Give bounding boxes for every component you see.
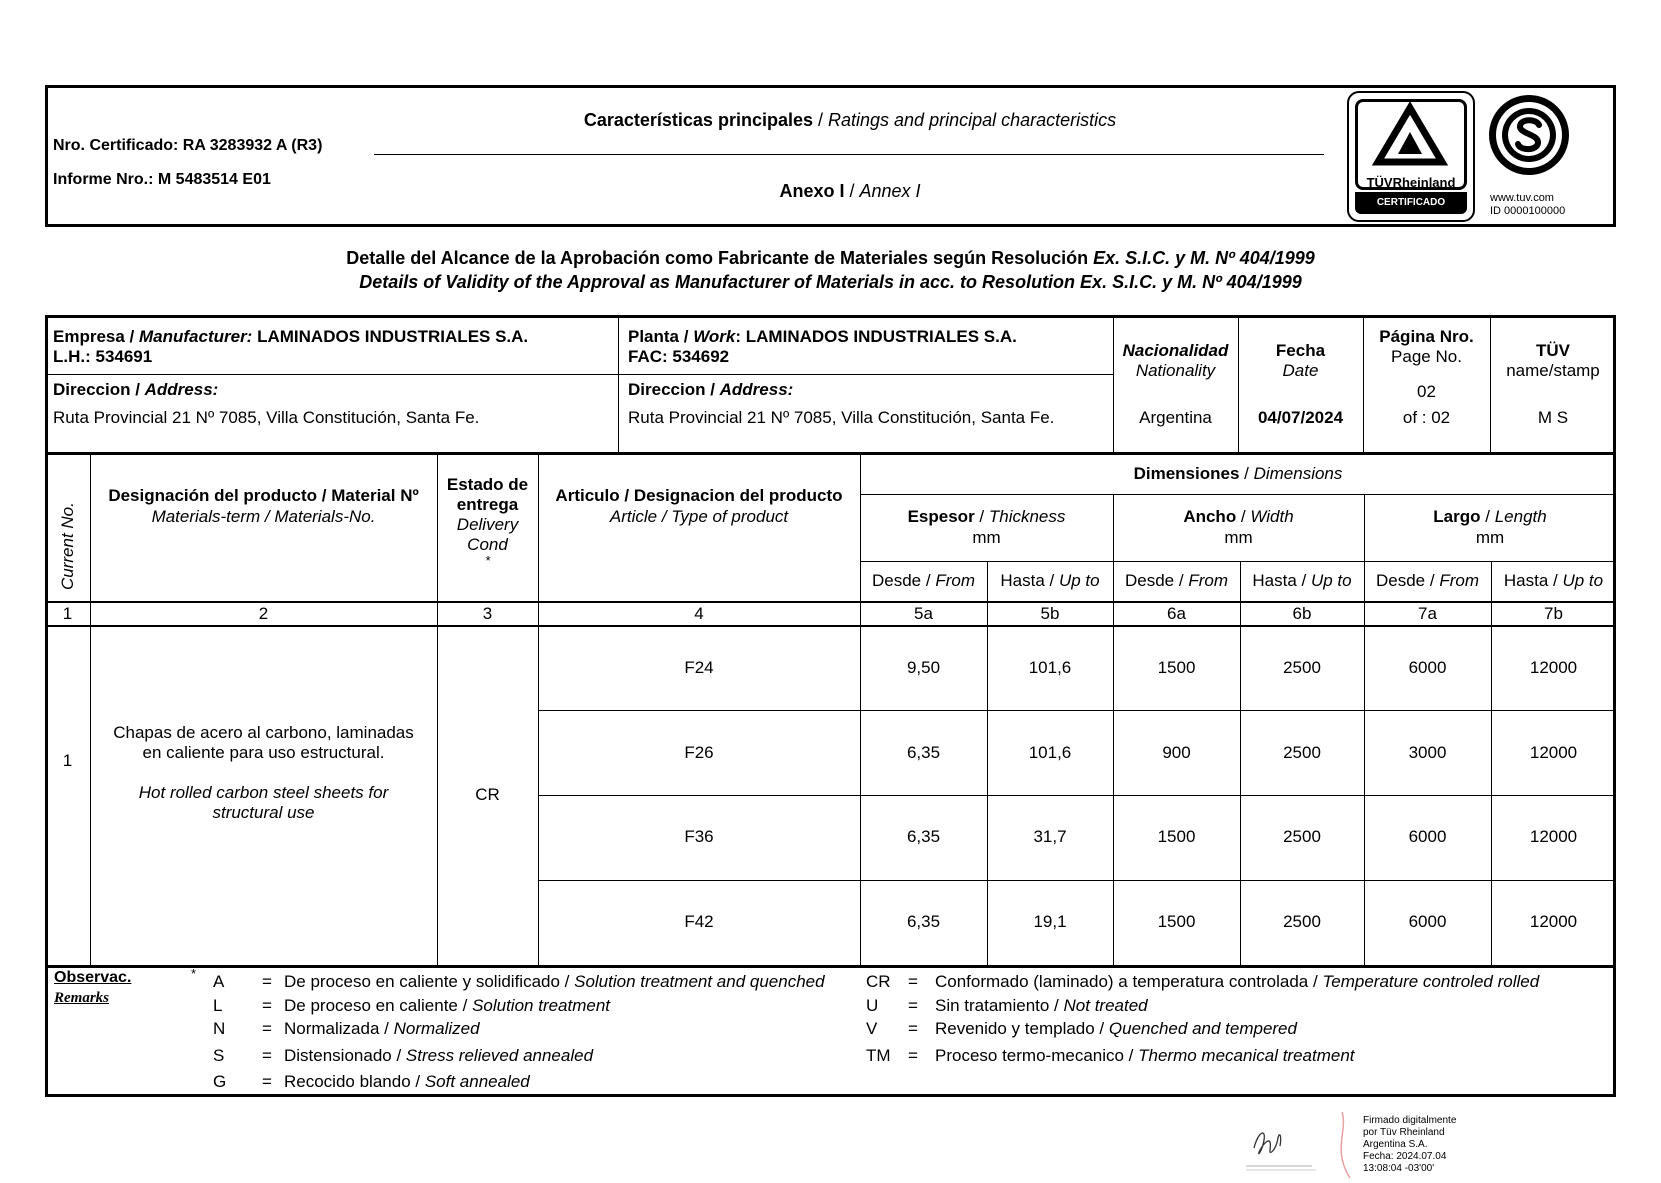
largo-es: Largo bbox=[1433, 507, 1481, 526]
signature-line: por Tüv Rheinland bbox=[1363, 1127, 1445, 1138]
remark-code: L bbox=[213, 996, 223, 1015]
ancho-header: Ancho / Width bbox=[1183, 507, 1294, 526]
remark-en: Soft annealed bbox=[424, 1072, 530, 1091]
remark-es: Normalizada / bbox=[284, 1019, 394, 1038]
upto: Up to bbox=[1310, 571, 1352, 590]
col-number: 7a bbox=[1418, 604, 1437, 623]
col-number: 5a bbox=[914, 604, 933, 623]
estado-line-2: entrega bbox=[456, 495, 519, 514]
direccion-label: Direccion / bbox=[53, 380, 145, 399]
upto: Up to bbox=[1562, 571, 1604, 590]
nationality-label: Nationality bbox=[1135, 361, 1216, 380]
remark-es: De proceso en caliente y solidificado / bbox=[284, 972, 575, 991]
annex-en: Annex I bbox=[859, 181, 921, 201]
signature-line: Firmado digitalmente bbox=[1363, 1115, 1457, 1126]
tuv-id: ID 0000100000 bbox=[1490, 205, 1566, 217]
estado-line-4: Cond bbox=[467, 535, 508, 554]
width-from-cell: 1500 bbox=[1157, 912, 1196, 931]
title-en: Ratings and principal characteristics bbox=[828, 110, 1117, 130]
rule bbox=[45, 965, 1616, 968]
hasta: Hasta bbox=[1000, 571, 1045, 590]
certificate-number: Nro. Certificado: RA 3283932 A (R3) bbox=[53, 137, 323, 154]
remark-es: Distensionado / bbox=[284, 1046, 406, 1065]
address-label-1 bbox=[53, 380, 218, 400]
rule bbox=[45, 625, 1616, 627]
remark-text bbox=[935, 1046, 1355, 1066]
address-label-2 bbox=[628, 380, 793, 400]
digital-signature-text bbox=[1363, 1115, 1483, 1175]
width-to-cell: 2500 bbox=[1283, 827, 1321, 846]
rule bbox=[860, 494, 1616, 495]
rule bbox=[618, 315, 619, 452]
hasta: Hasta bbox=[1252, 571, 1297, 590]
remark-en: Not treated bbox=[1063, 996, 1148, 1015]
manufacturer-label: Manufacturer: bbox=[139, 327, 253, 346]
width-to-cell: 2500 bbox=[1283, 912, 1321, 931]
date-label: Date bbox=[1282, 361, 1319, 380]
empresa-field bbox=[53, 327, 528, 347]
page-no-label: Page No. bbox=[1391, 347, 1462, 366]
col-number: 7b bbox=[1544, 604, 1563, 623]
width-from-header: Desde / From bbox=[1125, 571, 1228, 590]
width-to-cell: 2500 bbox=[1283, 658, 1321, 677]
stamp-value: M S bbox=[1537, 408, 1569, 427]
report-number: Informe Nro.: M 5483514 E01 bbox=[53, 171, 271, 188]
length-to-cell: 12000 bbox=[1529, 827, 1578, 846]
desde: Desde bbox=[1376, 571, 1426, 590]
remark-eq: = bbox=[908, 996, 918, 1015]
col-number: 4 bbox=[694, 604, 704, 623]
fecha-label: Fecha bbox=[1275, 341, 1326, 360]
remarks-title: Observac. bbox=[54, 969, 132, 986]
length-from-header: Desde / From bbox=[1376, 571, 1479, 590]
length-from-cell: 6000 bbox=[1408, 827, 1447, 846]
planta-label: Planta / bbox=[628, 327, 694, 346]
signature-line: Fecha: 2024.07.04 bbox=[1363, 1151, 1447, 1162]
work-label: Work bbox=[693, 327, 736, 346]
col-number: 2 bbox=[258, 604, 269, 623]
length-from-cell: 6000 bbox=[1408, 912, 1447, 931]
length-from-cell: 3000 bbox=[1408, 743, 1447, 762]
hasta: Hasta bbox=[1503, 571, 1549, 590]
remark-code: CR bbox=[866, 972, 891, 991]
header-title bbox=[540, 110, 1160, 131]
dimensiones-en: Dimensions bbox=[1253, 464, 1343, 483]
length-to-cell: 12000 bbox=[1529, 743, 1578, 762]
col-number: 3 bbox=[482, 604, 493, 623]
thickness-from-cell: 9,50 bbox=[906, 658, 941, 677]
title-es: Características principales bbox=[583, 110, 813, 130]
planta-value: : LAMINADOS INDUSTRIALES S.A. bbox=[735, 327, 1017, 346]
espesor-unit: mm bbox=[972, 528, 1001, 547]
subtitle-es-text: Detalle del Alcance de la Aprobación como Fabricante de Materiales según Resolución bbox=[346, 248, 1089, 268]
desc-spacer bbox=[90, 763, 437, 783]
item-number: 1 bbox=[62, 751, 73, 770]
remark-eq: = bbox=[262, 972, 272, 991]
annex-sep: / bbox=[844, 181, 860, 201]
address-label: Address: bbox=[144, 380, 219, 399]
rule bbox=[1113, 315, 1114, 452]
remark-text bbox=[284, 1046, 593, 1066]
tuv-label: TÜV bbox=[1536, 341, 1570, 360]
from: From bbox=[935, 571, 975, 590]
annex-title bbox=[700, 181, 1000, 202]
desc-en-2: structural use bbox=[212, 803, 315, 822]
nationality-value: Argentina bbox=[1139, 408, 1212, 427]
from: From bbox=[1188, 571, 1228, 590]
remark-es: De proceso en caliente / bbox=[284, 996, 473, 1015]
col-number: 6b bbox=[1292, 604, 1312, 623]
remark-code: G bbox=[213, 1072, 227, 1091]
tuv-logo-frame bbox=[1355, 99, 1467, 190]
direccion-label: Direccion / bbox=[628, 380, 720, 399]
width-from-cell: 900 bbox=[1162, 743, 1191, 762]
tuv-rheinland-logo bbox=[1347, 91, 1475, 222]
signature-line: 13:08:04 -03'00' bbox=[1363, 1163, 1435, 1174]
thickness-to-header: Hasta / Up to bbox=[1000, 571, 1100, 590]
annex-es: Anexo I bbox=[779, 181, 845, 201]
width-from-cell: 1500 bbox=[1157, 658, 1196, 677]
length-to-header: Hasta / Up to bbox=[1503, 571, 1604, 590]
rule bbox=[538, 795, 1616, 796]
remark-es: Recocido blando / bbox=[284, 1072, 425, 1091]
rule bbox=[90, 452, 91, 966]
empresa-label: Empresa / bbox=[53, 327, 139, 346]
ancho-en: Width bbox=[1250, 507, 1294, 526]
subtitle-es bbox=[0, 248, 1661, 269]
length-to-cell: 12000 bbox=[1529, 658, 1578, 677]
rule bbox=[45, 374, 1114, 375]
remark-code: A bbox=[213, 972, 225, 991]
address-value-1: Ruta Provincial 21 Nº 7085, Villa Constitución, Santa Fe. bbox=[53, 408, 480, 427]
date-value: 04/07/2024 bbox=[1257, 408, 1344, 427]
ancho-es: Ancho bbox=[1183, 507, 1237, 526]
width-to-cell: 2500 bbox=[1283, 743, 1321, 762]
empresa-value: LAMINADOS INDUSTRIALES S.A. bbox=[257, 327, 529, 346]
title-rule bbox=[374, 154, 1324, 155]
espesor-es: Espesor bbox=[907, 507, 975, 526]
article-cell: F42 bbox=[684, 912, 714, 931]
rule bbox=[1490, 315, 1491, 452]
remark-eq: = bbox=[262, 1072, 272, 1091]
nacionalidad-label: Nacionalidad bbox=[1122, 341, 1229, 360]
col-number: 1 bbox=[62, 604, 73, 623]
desc-es-1: Chapas de acero al carbono, laminadas bbox=[113, 723, 414, 742]
remark-en: Temperature controled rolled bbox=[1322, 972, 1540, 991]
remark-eq: = bbox=[908, 1046, 918, 1065]
remark-en: Normalized bbox=[393, 1019, 480, 1038]
width-from-cell: 1500 bbox=[1157, 827, 1196, 846]
delivery-condition: CR bbox=[475, 785, 500, 804]
thickness-from-cell: 6,35 bbox=[906, 827, 941, 846]
rule bbox=[538, 452, 539, 966]
remark-es: Proceso termo-mecanico / bbox=[935, 1046, 1139, 1065]
planta-field bbox=[628, 327, 1017, 347]
dimensiones-header: Dimensiones / Dimensions bbox=[1133, 464, 1343, 483]
articulo-header-en: Article / Type of product bbox=[609, 507, 789, 526]
remark-code: V bbox=[866, 1019, 878, 1038]
remark-en: Quenched and tempered bbox=[1108, 1019, 1297, 1038]
rule bbox=[45, 601, 1616, 603]
title-sep: / bbox=[812, 110, 828, 130]
address-label: Address: bbox=[719, 380, 794, 399]
length-to-cell: 12000 bbox=[1529, 912, 1578, 931]
remarks-asterisk: * bbox=[191, 966, 197, 981]
upto: Up to bbox=[1058, 571, 1100, 590]
tuv-triangle-icon bbox=[1358, 102, 1462, 172]
remark-es: Revenido y templado / bbox=[935, 1019, 1109, 1038]
fac-number: FAC: 534692 bbox=[628, 347, 730, 366]
remark-code: S bbox=[213, 1046, 225, 1065]
remark-text bbox=[284, 1072, 530, 1092]
rule bbox=[860, 561, 1616, 562]
signature-line: Argentina S.A. bbox=[1363, 1139, 1428, 1150]
desde: Desde bbox=[872, 571, 922, 590]
article-cell: F36 bbox=[684, 827, 714, 846]
ancho-unit: mm bbox=[1224, 528, 1253, 547]
tuv-logo-band: CERTIFICADO bbox=[1355, 192, 1467, 214]
thickness-to-cell: 31,7 bbox=[1033, 827, 1067, 846]
name-stamp-label: name/stamp bbox=[1506, 361, 1600, 380]
subtitle-es-resolution: Ex. S.I.C. y M. Nº 404/1999 bbox=[1093, 248, 1315, 268]
rule bbox=[1238, 315, 1239, 452]
desc-en-1: Hot rolled carbon steel sheets for bbox=[138, 783, 389, 802]
remarks-title-en: Remarks bbox=[54, 990, 110, 1006]
remark-text bbox=[284, 1019, 480, 1039]
largo-header: Largo / Length bbox=[1433, 507, 1547, 526]
col-number: 5b bbox=[1040, 604, 1060, 623]
remark-code: TM bbox=[866, 1046, 891, 1065]
pagina-label: Página Nro. bbox=[1379, 327, 1474, 346]
largo-unit: mm bbox=[1475, 528, 1505, 547]
from: From bbox=[1439, 571, 1479, 590]
col-number: 6a bbox=[1167, 604, 1186, 623]
lh-number: L.H.: 534691 bbox=[53, 347, 153, 366]
rule bbox=[45, 452, 1616, 455]
espesor-header: Espesor / Thickness bbox=[907, 507, 1066, 526]
page-value: 02 bbox=[1417, 382, 1436, 401]
article-cell: F24 bbox=[684, 658, 714, 677]
subtitle-en: Details of Validity of the Approval as Manufacturer of Materials in acc. to Resolution Ex. S.I.C. y M. Nº 404/1999 bbox=[359, 272, 1302, 292]
item-description bbox=[90, 723, 437, 823]
rule bbox=[538, 880, 1616, 881]
designacion-header-en: Materials-term / Materials-No. bbox=[151, 507, 376, 526]
remark-es: Conformado (laminado) a temperatura controlada / bbox=[935, 972, 1323, 991]
tuv-website: www.tuv.com bbox=[1490, 192, 1554, 204]
address-value-2: Ruta Provincial 21 Nº 7085, Villa Constitución, Santa Fe. bbox=[628, 408, 1055, 427]
designacion-header-es: Designación del producto / Material Nº bbox=[108, 486, 419, 505]
page-of: of : 02 bbox=[1402, 408, 1451, 427]
thickness-to-cell: 101,6 bbox=[1028, 743, 1072, 762]
remark-eq: = bbox=[262, 1046, 272, 1065]
thickness-to-cell: 101,6 bbox=[1028, 658, 1072, 677]
article-cell: F26 bbox=[684, 743, 714, 762]
remark-text bbox=[935, 996, 1148, 1016]
dimensiones-es: Dimensiones bbox=[1133, 464, 1240, 483]
current-no-header: Current No. bbox=[58, 502, 77, 590]
remark-eq: = bbox=[262, 1019, 272, 1038]
rule bbox=[1113, 494, 1114, 966]
remark-en: Solution treatment bbox=[472, 996, 611, 1015]
remark-eq: = bbox=[908, 1019, 918, 1038]
remark-code: U bbox=[866, 996, 879, 1015]
tuv-logo-name: TÜVRheinland bbox=[1366, 175, 1456, 190]
remark-en: Solution treatment and quenched bbox=[574, 972, 825, 991]
espesor-en: Thickness bbox=[988, 507, 1066, 526]
desc-es-2: en caliente para uso estructural. bbox=[142, 743, 385, 762]
largo-en: Length bbox=[1494, 507, 1547, 526]
remark-es: Sin tratamiento / bbox=[935, 996, 1064, 1015]
width-to-header: Hasta / Up to bbox=[1252, 571, 1352, 590]
remark-text bbox=[935, 1019, 1297, 1039]
estado-line-1: Estado de bbox=[446, 475, 529, 494]
thickness-to-cell: 19,1 bbox=[1033, 912, 1067, 931]
remark-code: N bbox=[213, 1019, 226, 1038]
rule bbox=[538, 710, 1616, 711]
thickness-from-header: Desde / From bbox=[872, 571, 975, 590]
remark-en: Thermo mecanical treatment bbox=[1138, 1046, 1355, 1065]
estado-header bbox=[437, 475, 538, 567]
thickness-from-cell: 6,35 bbox=[906, 743, 941, 762]
remark-text bbox=[284, 996, 610, 1016]
length-from-cell: 6000 bbox=[1408, 658, 1447, 677]
remark-eq: = bbox=[262, 996, 272, 1015]
rule bbox=[1364, 494, 1365, 966]
estado-asterisk: * bbox=[484, 553, 491, 568]
estado-line-3: Delivery bbox=[456, 515, 519, 534]
s-mark-seal-icon bbox=[1487, 93, 1571, 177]
remark-eq: = bbox=[908, 972, 918, 991]
remark-text bbox=[284, 972, 825, 992]
remark-en: Stress relieved annealed bbox=[405, 1046, 594, 1065]
articulo-header-es: Articulo / Designacion del producto bbox=[555, 486, 843, 505]
tuv-url bbox=[1490, 192, 1565, 218]
desde: Desde bbox=[1125, 571, 1175, 590]
remark-text bbox=[935, 972, 1539, 992]
thickness-from-cell: 6,35 bbox=[906, 912, 941, 931]
